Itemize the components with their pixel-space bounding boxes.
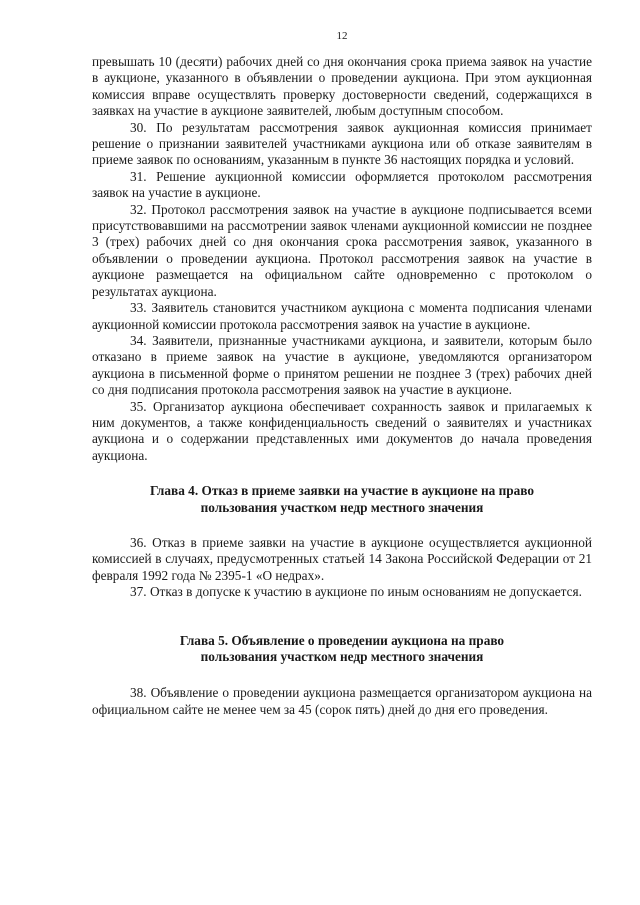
paragraph-37: 37. Отказ в допуске к участию в аукционе по иным основаниям не допускается. [130,584,582,600]
paragraph-continuation: превышать 10 (десяти) рабочих дней со дня окончания срока приема заявок на участие в аукционе, указанного в объявлении о проведении аукциона. При этом аукционная комиссия вправе осуществлять проверку достоверности сведений, содержащихся в заявках на участие в аукционе заявителей, любым доступным способом. [92,54,592,119]
chapter-4-title-line-1: Глава 4. Отказ в приеме заявки на участие в аукционе на право [149,483,535,499]
page-number: 12 [336,30,348,42]
paragraph-33: 33. Заявитель становится участником аукциона с момента подписания членами аукционной комиссии протокола рассмотрения заявок на участие в аукционе. [92,300,592,332]
paragraph-32: 32. Протокол рассмотрения заявок на участие в аукционе подписывается всеми присутствовавшими на рассмотрении заявок членами аукционной комиссии не позднее 3 (трех) рабочих дней со дня окончания срока рассмотрения заявок, указанного в объявлении о проведении аукциона. Протокол рассмотрения заявок на участие в аукционе размещается на официальном сайте одновременно с протоколом о результатах аукциона. [92,201,592,299]
chapter-5-title-line-1: Глава 5. Объявление о проведении аукциона на право [179,632,505,648]
paragraph-31: 31. Решение аукционной комиссии оформляется протоколом рассмотрения заявок на участие в аукционе. [92,168,592,201]
document-body [92,54,592,718]
paragraph-30: 30. По результатам рассмотрения заявок аукционная комиссия принимает решение о признании заявителей участниками аукциона или об отказе заявителям в приеме заявок по основаниям, указанным в пункте 36 настоящих порядка и условий. [92,119,592,168]
paragraph-36: 36. Отказ в приеме заявки на участие в аукционе осуществляется аукционной комиссией в случаях, предусмотренных статьей 14 Закона Российской Федерации от 21 февраля 1992 года № 2395-1 «О недрах». [92,534,592,583]
section-chapter-4 [92,535,592,601]
paragraph-38: 38. Объявление о проведении аукциона размещается организатором аукциона на официальном сайте не менее чем за 45 (сорок пять) дней до дня его проведения. [92,685,592,717]
section-chapter-5 [92,685,592,718]
chapter-5-title-line-2: пользования участком недр местного значения [200,649,484,664]
section-general [92,54,592,464]
chapter-4-heading [92,483,592,516]
paragraph-35: 35. Организатор аукциона обеспечивает сохранность заявок и прилагаемых к ним документов, а также конфиденциальность сведений о заявителях и участниках аукциона и о содержании представленных ими документов до начала проведения аукциона. [92,398,592,463]
paragraph-34: 34. Заявители, признанные участниками аукциона, и заявители, которым было отказано в приеме заявок на участие в аукционе, уведомляются организатором аукциона в письменной форме о принятом решении не позднее 3 (трех) рабочих дней со дня подписания протокола рассмотрения заявок на участие в аукционе. [92,332,592,398]
chapter-5-heading [92,633,592,666]
chapter-4-title-line-2: пользования участком недр местного значения [200,499,484,515]
